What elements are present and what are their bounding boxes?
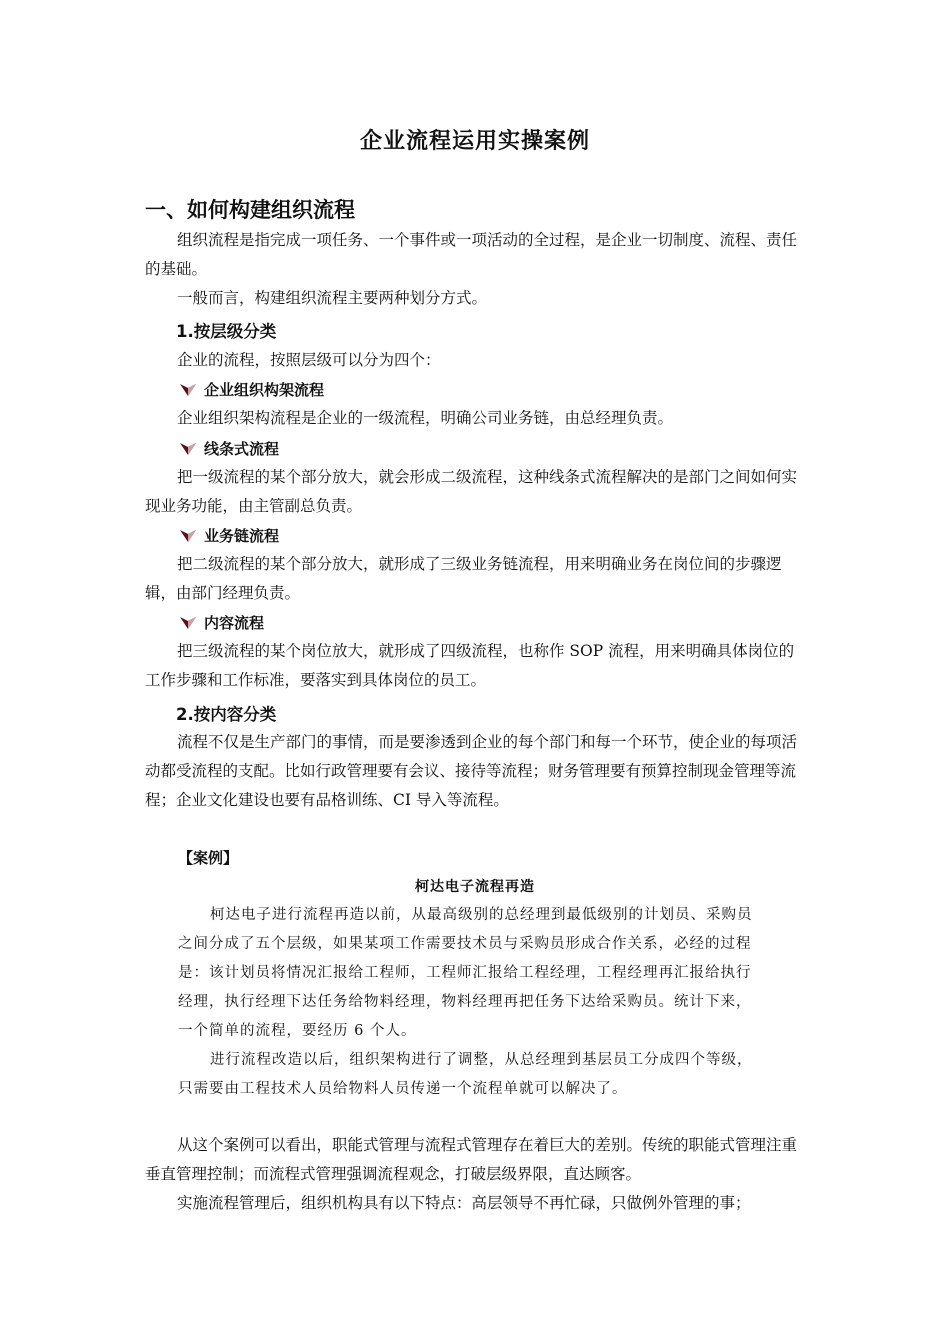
arrow-bullet-icon <box>178 615 198 631</box>
case-paragraph-2: 进行流程改造以后，组织架构进行了调整，从总经理到基层员工分成四个等级，只需要由工程技术人员给物料人员传递一个流程单就可以解决了。 <box>178 1052 753 1097</box>
subheading-by-content: 2.按内容分类 <box>176 705 277 724</box>
bullet-text-block-1 <box>145 404 807 433</box>
conclusion-block <box>145 1131 807 1218</box>
bullet-label-2: 线条式流程 <box>204 440 280 458</box>
arrow-bullet-icon <box>178 441 198 457</box>
section-heading: 一、如何构建组织流程 <box>145 198 355 222</box>
bullet-text-2: 把一级流程的某个部分放大，就会形成二级流程，这种线条式流程解决的是部门之间如何实现业务功能，由主管副总负责。 <box>145 468 798 515</box>
bullet-item-4 <box>178 612 264 633</box>
bullet-label-3: 业务链流程 <box>204 527 280 545</box>
content-block <box>145 728 807 815</box>
bullet-item-2 <box>178 438 279 459</box>
case-title: 柯达电子流程再造 <box>415 879 535 895</box>
bullet-item-1 <box>178 379 324 400</box>
intro-block <box>145 226 807 313</box>
level-lead <box>145 346 807 375</box>
intro-paragraph-1: 组织流程是指完成一项任务、一个事件或一项活动的全过程，是企业一切制度、流程、责任的基础。 <box>145 231 798 278</box>
page-title: 企业流程运用实操案例 <box>359 129 590 154</box>
bullet-item-3 <box>178 525 279 546</box>
content-text: 流程不仅是生产部门的事情，而是要渗透到企业的每个部门和每一个环节，使企业的每项活动都受流程的支配。比如行政管理要有会议、接待等流程；财务管理要有预算控制现金管理等流程；企业文化建设也要有品格训练、CI 导入等流程。 <box>145 733 798 809</box>
bullet-text-block-4 <box>145 637 807 695</box>
bullet-text-4: 把三级流程的某个岗位放大，就形成了四级流程，也称作 SOP 流程，用来明确具体岗位的工作步骤和工作标准，要落实到具体岗位的员工。 <box>145 642 795 689</box>
case-body <box>178 901 766 1104</box>
bullet-text-1: 企业组织架构流程是企业的一级流程，明确公司业务链，由总经理负责。 <box>177 409 674 427</box>
level-lead-text: 企业的流程，按照层级可以分为四个： <box>177 351 441 369</box>
conclusion-paragraph-2: 实施流程管理后，组织机构具有以下特点：高层领导不再忙碌，只做例外管理的事； <box>177 1194 751 1212</box>
case-paragraph-1: 柯达电子进行流程再造以前，从最高级别的总经理到最低级别的计划员、采购员之间分成了五个层级，如果某项工作需要技术员与采购员形成合作关系，必经的过程是：该计划员将情况汇报给工程师，工程师汇报给工程经理，工程经理再汇报给执行经理，执行经理下达任务给物料经理，物料经理再把任务下达给采购员。统计下来，一个简单的流程，要经历 6 个人。 <box>178 907 753 1039</box>
intro-paragraph-2: 一般而言，构建组织流程主要两种划分方式。 <box>177 289 488 307</box>
bullet-label-1: 企业组织构架流程 <box>204 381 325 399</box>
conclusion-paragraph-1: 从这个案例可以看出，职能式管理与流程式管理存在着巨大的差别。传统的职能式管理注重垂直管理控制；而流程式管理强调流程观念，打破层级界限，直达顾客。 <box>145 1136 798 1183</box>
bullet-text-3: 把二级流程的某个部分放大，就形成了三级业务链流程，用来明确业务在岗位间的步骤逻辑，由部门经理负责。 <box>145 555 782 602</box>
subheading-by-level: 1.按层级分类 <box>176 322 277 341</box>
arrow-bullet-icon <box>178 528 198 544</box>
bullet-text-block-2 <box>145 463 807 521</box>
bullet-label-4: 内容流程 <box>204 614 265 632</box>
bullet-text-block-3 <box>145 550 807 608</box>
arrow-bullet-icon <box>178 382 198 398</box>
case-label: 【案例】 <box>178 849 239 867</box>
